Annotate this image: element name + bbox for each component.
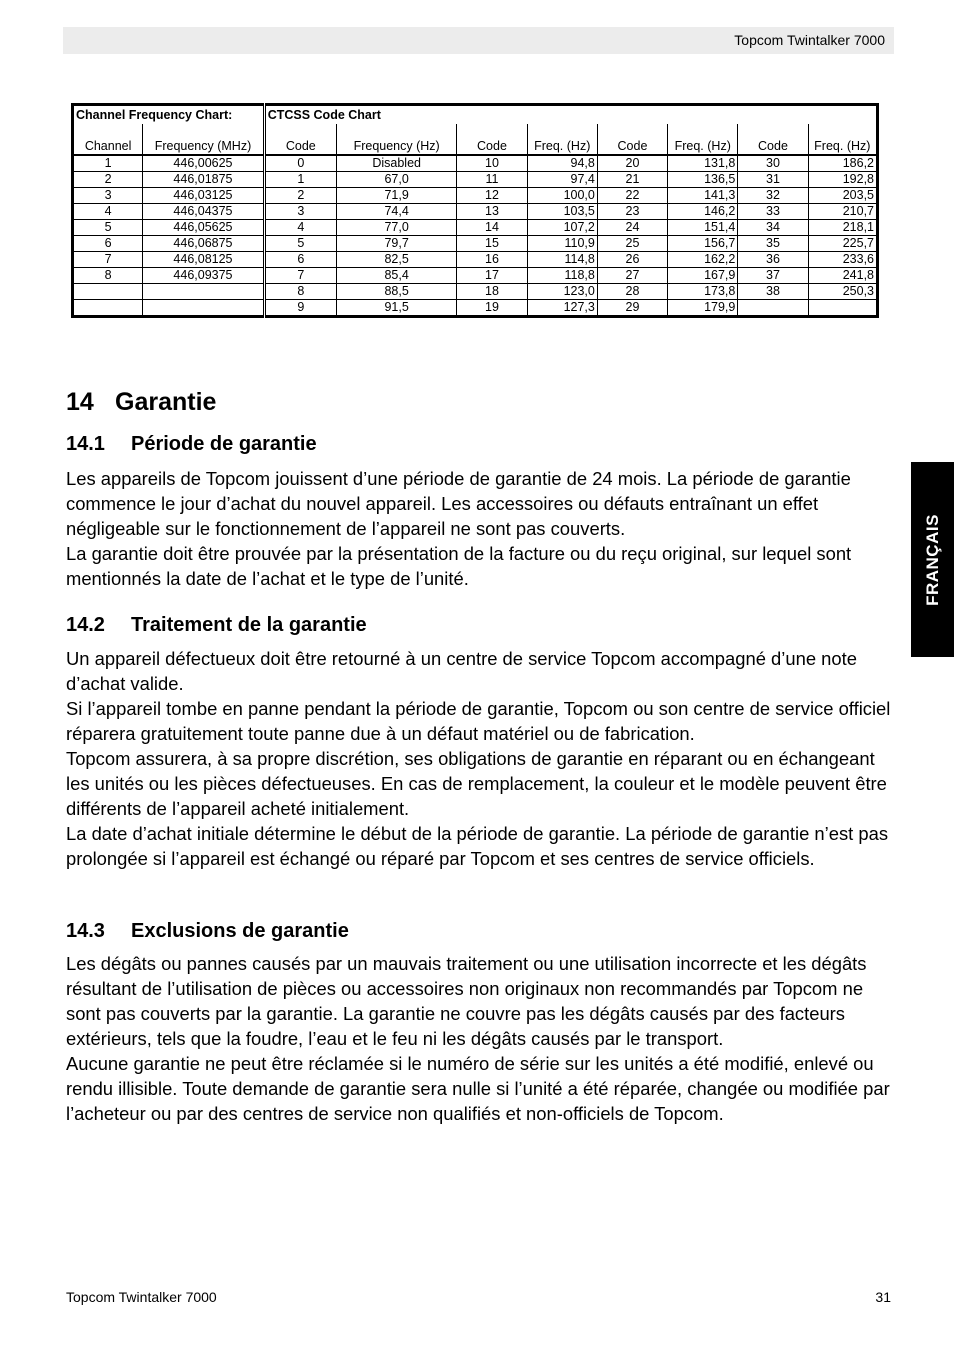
table-cell: 446,08125 xyxy=(143,252,264,268)
subsection-number: 14.2 xyxy=(66,614,105,636)
paragraph: La date d’achat initiale détermine le début de la période de garantie. La période de garantie n’est pas prolongée si l’appareil est échangé ou réparé par Topcom et ses centres de service officiels. xyxy=(66,823,889,869)
table-cell: 0 xyxy=(264,155,336,172)
language-tab-label: FRANÇAIS xyxy=(922,513,942,606)
table-row xyxy=(73,204,878,220)
table-cell: 12 xyxy=(457,188,527,204)
table-cell: 30 xyxy=(738,155,808,172)
table-cell: 146,2 xyxy=(668,204,738,220)
table-cell: 85,4 xyxy=(336,268,456,284)
table-cell: 6 xyxy=(264,252,336,268)
table-cell: 446,04375 xyxy=(143,204,264,220)
table-cell: 27 xyxy=(597,268,667,284)
subsection-title: Traitement de la garantie xyxy=(131,614,367,636)
table-cell: 29 xyxy=(597,300,667,317)
table-row xyxy=(73,172,878,188)
table-cell: 446,06875 xyxy=(143,236,264,252)
table-cell: 156,7 xyxy=(668,236,738,252)
table-cell: 15 xyxy=(457,236,527,252)
subsection-heading-warranty-handling xyxy=(66,614,367,637)
table-cell: 131,8 xyxy=(668,155,738,172)
table-cell: 13 xyxy=(457,204,527,220)
column-header: Freq. (Hz) xyxy=(808,124,877,155)
table-cell: 88,5 xyxy=(336,284,456,300)
table-cell: 67,0 xyxy=(336,172,456,188)
table-row xyxy=(73,300,878,317)
table-cell: 5 xyxy=(264,236,336,252)
table-row xyxy=(73,284,878,300)
table-cell: 1 xyxy=(264,172,336,188)
table-row xyxy=(73,268,878,284)
table-cell: 446,09375 xyxy=(143,268,264,284)
subsection-title: Période de garantie xyxy=(131,433,317,455)
table-cell: 26 xyxy=(597,252,667,268)
table-cell: 22 xyxy=(597,188,667,204)
table-cell: 186,2 xyxy=(808,155,877,172)
table-cell: 103,5 xyxy=(527,204,597,220)
section-title: Garantie xyxy=(115,388,217,416)
table-cell: 446,05625 xyxy=(143,220,264,236)
table-cell: 17 xyxy=(457,268,527,284)
table-cell: 11 xyxy=(457,172,527,188)
channel-chart-title: Channel Frequency Chart: xyxy=(73,105,265,125)
paragraph: Si l’appareil tombe en panne pendant la période de garantie, Topcom ou son centre de service officiel réparera gratuitement toute panne due à un défaut matériel ou de fabrication. xyxy=(66,698,891,744)
table-row xyxy=(73,220,878,236)
table-cell: 7 xyxy=(73,252,143,268)
table-cell: 100,0 xyxy=(527,188,597,204)
table-cell: 114,8 xyxy=(527,252,597,268)
warranty-period-text xyxy=(66,466,892,591)
table-cell: 38 xyxy=(738,284,808,300)
table-cell: 28 xyxy=(597,284,667,300)
table-cell: 136,5 xyxy=(668,172,738,188)
table-cell: 123,0 xyxy=(527,284,597,300)
subsection-number: 14.3 xyxy=(66,920,105,942)
table-cell xyxy=(73,284,143,300)
language-tab xyxy=(911,462,954,657)
table-cell: 110,9 xyxy=(527,236,597,252)
table-header-row xyxy=(73,124,878,155)
table-body xyxy=(73,155,878,317)
table-row xyxy=(73,252,878,268)
table-cell: 94,8 xyxy=(527,155,597,172)
footer-product-name: Topcom Twintalker 7000 xyxy=(66,1289,217,1305)
table-cell xyxy=(143,284,264,300)
table-cell: 37 xyxy=(738,268,808,284)
table-cell: 23 xyxy=(597,204,667,220)
column-header: Code xyxy=(457,124,527,155)
subsection-number: 14.1 xyxy=(66,433,105,455)
table-cell: 10 xyxy=(457,155,527,172)
table-cell: 241,8 xyxy=(808,268,877,284)
table-cell: 446,03125 xyxy=(143,188,264,204)
table-cell: 20 xyxy=(597,155,667,172)
table-row xyxy=(73,155,878,172)
table-cell: 4 xyxy=(264,220,336,236)
table-cell: 16 xyxy=(457,252,527,268)
table-cell: 141,3 xyxy=(668,188,738,204)
column-header: Channel xyxy=(73,124,143,155)
table-cell: 24 xyxy=(597,220,667,236)
table-cell: 446,00625 xyxy=(143,155,264,172)
table-cell: 218,1 xyxy=(808,220,877,236)
table-title-row xyxy=(73,105,878,125)
table-cell: 2 xyxy=(264,188,336,204)
table-cell: 21 xyxy=(597,172,667,188)
table-cell: 250,3 xyxy=(808,284,877,300)
ctcss-chart-title: CTCSS Code Chart xyxy=(264,105,877,125)
column-header: Code xyxy=(264,124,336,155)
table-cell: 3 xyxy=(73,188,143,204)
section-heading xyxy=(66,388,216,417)
table-cell: 34 xyxy=(738,220,808,236)
paragraph: Un appareil défectueux doit être retourné à un centre de service Topcom accompagné d’une note d’achat valide. xyxy=(66,648,857,694)
table-cell: 36 xyxy=(738,252,808,268)
warranty-handling-text xyxy=(66,646,892,871)
table-cell: 35 xyxy=(738,236,808,252)
table-cell: 5 xyxy=(73,220,143,236)
subsection-heading-warranty-exclusions xyxy=(66,920,349,943)
table-cell: 162,2 xyxy=(668,252,738,268)
table-cell: 203,5 xyxy=(808,188,877,204)
table-cell: 91,5 xyxy=(336,300,456,317)
frequency-code-table xyxy=(71,103,879,318)
column-header: Frequency (Hz) xyxy=(336,124,456,155)
section-number: 14 xyxy=(66,388,94,416)
table-cell: 1 xyxy=(73,155,143,172)
paragraph: Les appareils de Topcom jouissent d’une période de garantie de 24 mois. La période de garantie commence le jour d’achat du nouvel appareil. Les accessoires ou défauts entraînant un effet négligeable sur le fonctionnement de l’appareil ne sont pas couverts. xyxy=(66,468,851,539)
table-cell: 107,2 xyxy=(527,220,597,236)
table-cell: 74,4 xyxy=(336,204,456,220)
table-cell xyxy=(73,300,143,317)
table-cell: 14 xyxy=(457,220,527,236)
table-cell: 118,8 xyxy=(527,268,597,284)
table-cell: 210,7 xyxy=(808,204,877,220)
table-cell: 82,5 xyxy=(336,252,456,268)
table-cell: Disabled xyxy=(336,155,456,172)
table-cell: 97,4 xyxy=(527,172,597,188)
table-cell: 167,9 xyxy=(668,268,738,284)
page-number: 31 xyxy=(875,1289,891,1305)
table-cell: 71,9 xyxy=(336,188,456,204)
table-cell: 25 xyxy=(597,236,667,252)
table-cell: 446,01875 xyxy=(143,172,264,188)
paragraph: Les dégâts ou pannes causés par un mauvais traitement ou une utilisation incorrecte et les dégâts résultant de l’utilisation de pièces ou accessoires non originaux non recommandés par Topcom ne sont pas couverts par la garantie. La garantie ne couvre pas les dégâts causés par des facteurs extérieurs, tels que la foudre, l’eau et le feu ni les dégâts causés par le transport. xyxy=(66,953,867,1049)
table-cell: 127,3 xyxy=(527,300,597,317)
table-cell: 179,9 xyxy=(668,300,738,317)
table-cell: 79,7 xyxy=(336,236,456,252)
paragraph: Aucune garantie ne peut être réclamée si le numéro de série sur les unités a été modifié, enlevé ou rendu illisible. Toute demande de garantie sera nulle si l’unité a été réparée, changée ou modifiée par l’acheteur ou par des centres de service non qualifiés et non-officiels de Topcom. xyxy=(66,1053,890,1124)
table-cell: 33 xyxy=(738,204,808,220)
table-cell: 3 xyxy=(264,204,336,220)
table-cell: 151,4 xyxy=(668,220,738,236)
warranty-exclusions-text xyxy=(66,951,892,1126)
table-cell: 31 xyxy=(738,172,808,188)
table-cell: 173,8 xyxy=(668,284,738,300)
paragraph: La garantie doit être prouvée par la présentation de la facture ou du reçu original, sur lequel sont mentionnés la date de l’achat et le type de l’unité. xyxy=(66,543,852,589)
table-cell xyxy=(738,300,808,317)
table-cell: 32 xyxy=(738,188,808,204)
table-cell: 7 xyxy=(264,268,336,284)
paragraph: Topcom assurera, à sa propre discrétion, ses obligations de garantie en réparant ou en échangeant les unités ou les pièces défectueuses. En cas de remplacement, la couleur et le modèle peuvent être différents de l’appareil acheté initialement. xyxy=(66,748,887,819)
table-cell: 8 xyxy=(264,284,336,300)
column-header: Freq. (Hz) xyxy=(668,124,738,155)
table-cell: 2 xyxy=(73,172,143,188)
table-cell: 8 xyxy=(73,268,143,284)
column-header: Frequency (MHz) xyxy=(143,124,264,155)
table-cell xyxy=(808,300,877,317)
table-cell: 77,0 xyxy=(336,220,456,236)
table-cell: 192,8 xyxy=(808,172,877,188)
page-header xyxy=(63,27,894,54)
table-cell: 233,6 xyxy=(808,252,877,268)
table-cell xyxy=(143,300,264,317)
column-header: Freq. (Hz) xyxy=(527,124,597,155)
header-title: Topcom Twintalker 7000 xyxy=(734,32,885,48)
column-header: Code xyxy=(738,124,808,155)
table-row xyxy=(73,188,878,204)
table-row xyxy=(73,236,878,252)
subsection-title: Exclusions de garantie xyxy=(131,920,349,942)
table-cell: 9 xyxy=(264,300,336,317)
table-cell: 225,7 xyxy=(808,236,877,252)
table-cell: 19 xyxy=(457,300,527,317)
table-cell: 18 xyxy=(457,284,527,300)
subsection-heading-warranty-period xyxy=(66,433,317,456)
table-cell: 4 xyxy=(73,204,143,220)
column-header: Code xyxy=(597,124,667,155)
table-cell: 6 xyxy=(73,236,143,252)
